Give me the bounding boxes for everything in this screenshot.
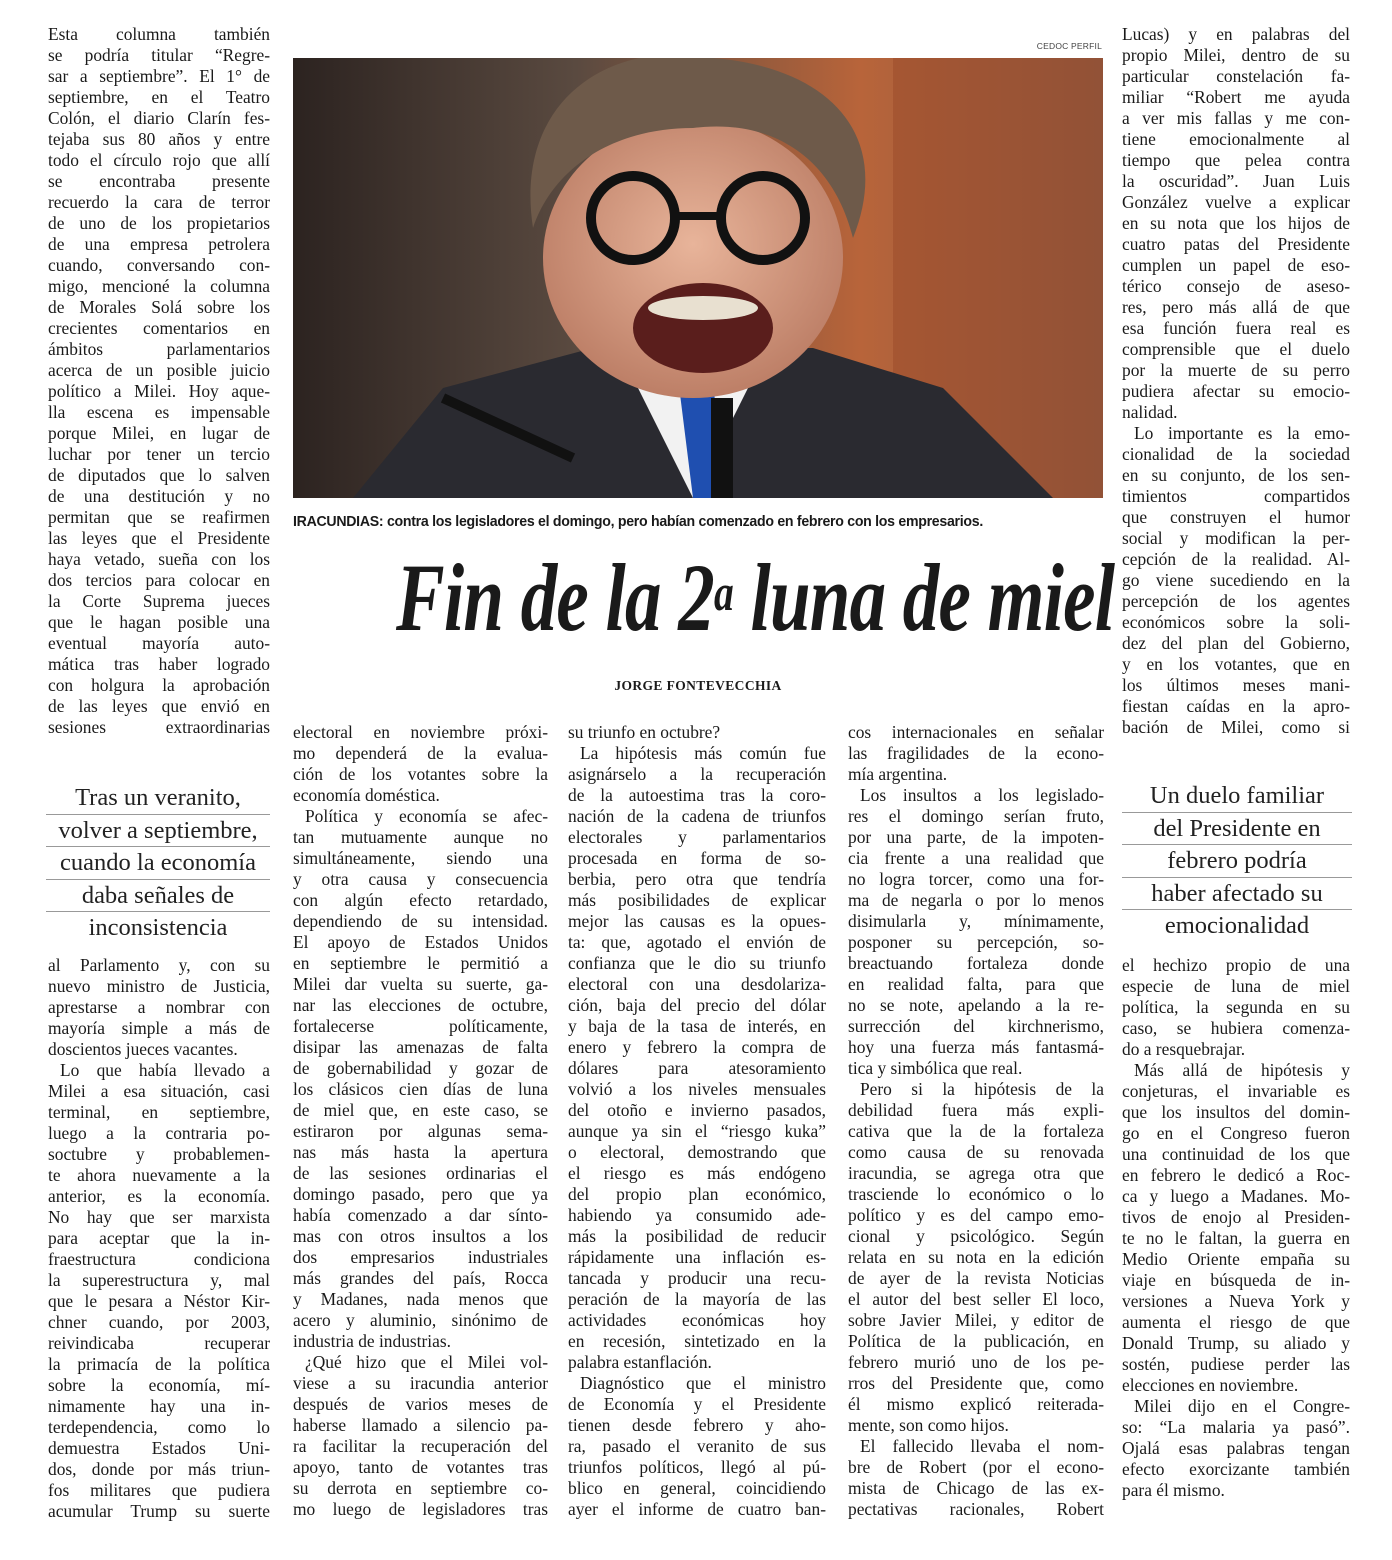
text-line: haya vetado, sueña con los: [48, 549, 270, 569]
text-line: Milei dijo en el Congre-: [1134, 1396, 1350, 1416]
pull-quote-right: [1122, 780, 1352, 942]
text-line: te no le faltan, la guerra en: [1122, 1228, 1350, 1248]
text-line: rros del Presidente que, como: [848, 1373, 1104, 1393]
text-line: El apoyo de Estados Unidos: [293, 932, 548, 952]
article-column-right-bottom: [1122, 955, 1350, 1501]
article-column-right-top: [1122, 24, 1350, 738]
text-line: fortalecerse políticamente,: [293, 1016, 548, 1036]
text-line: sobre la economía, mí-: [48, 1375, 270, 1395]
text-line: dos tercios para colocar en: [48, 570, 270, 590]
text-line: la Corte Suprema jueces: [48, 591, 270, 611]
text-line: mas con otros insultos a los: [293, 1226, 548, 1246]
text-line: político y es del campo emo-: [848, 1205, 1104, 1225]
text-line: dos, donde por más triun-: [48, 1459, 270, 1479]
text-line: las leyes que el Presidente: [48, 528, 270, 548]
text-line: cumplen un papel de eso-: [1122, 255, 1350, 275]
text-line: mejor las causas es la opues-: [568, 911, 826, 931]
text-line: nalidad.: [1122, 402, 1178, 422]
text-line: habiendo ya consumido ade-: [568, 1205, 826, 1225]
text-line: Los insultos a los legislado-: [860, 785, 1104, 805]
text-line: mía argentina.: [848, 764, 948, 784]
text-line: so: “La malaria ya pasó”.: [1122, 1417, 1350, 1437]
text-line: bre de Robert (por el econo-: [848, 1457, 1104, 1477]
text-line: después de varios meses de: [293, 1394, 548, 1414]
text-line: que le pesara a Néstor Kir-: [48, 1291, 270, 1311]
text-line: berbia, pero otra que tendría: [568, 869, 826, 889]
text-line: palabra estanflación.: [568, 1352, 712, 1372]
text-line: Política y economía se afec-: [305, 806, 548, 826]
text-line: demuestra Estados Uni-: [48, 1438, 270, 1458]
article-photo: [293, 58, 1103, 498]
text-line: cional y psicológico. Según: [848, 1226, 1104, 1246]
text-line: sar a septiembre”. El 1° de: [48, 66, 270, 86]
text-line: migo, mencioné la columna: [48, 276, 270, 296]
article-column-left-top: [48, 24, 270, 738]
text-line: breactuando fortaleza donde: [848, 953, 1104, 973]
text-line: y otra causa y consecuencia: [293, 869, 548, 889]
text-line: ca y luego a Madanes. Mo-: [1122, 1186, 1350, 1206]
text-line: que los insultos del domin-: [1122, 1102, 1350, 1122]
text-line: efecto exorcizante también: [1122, 1459, 1350, 1479]
text-line: más la posibilidad de reducir: [568, 1226, 826, 1246]
text-line: Política de la publicación, en: [848, 1331, 1104, 1351]
text-line: Pero si la hipótesis de la: [860, 1079, 1104, 1099]
text-line: de ayer de la revista Noticias: [848, 1268, 1104, 1288]
pull-quote-left: [46, 782, 270, 944]
text-line: tiempo que pelea contra: [1122, 150, 1350, 170]
text-line: viaje en búsqueda de in-: [1122, 1270, 1350, 1290]
text-line: te ahora nuevamente a la: [48, 1165, 270, 1185]
text-line: actividades económicas hoy: [568, 1310, 826, 1330]
text-line: aunque ya sin el “riesgo kuka”: [568, 1121, 826, 1141]
text-line: simultáneamente, siendo una: [293, 848, 548, 868]
text-line: mayoría simple a más de: [48, 1018, 270, 1038]
text-line: caso, se hubiera comenza-: [1122, 1018, 1350, 1038]
text-line: tienen desde febrero y aho-: [568, 1415, 826, 1435]
text-line: Ojalá esas palabras tengan: [1122, 1438, 1350, 1458]
text-line: doscientos jueces vacantes.: [48, 1039, 238, 1059]
text-line: ción de los votantes sobre la: [293, 764, 548, 784]
text-line: acumular Trump su suerte: [48, 1501, 270, 1521]
text-line: nas más hasta la apertura: [293, 1142, 548, 1162]
text-line: nimamente hay una in-: [48, 1396, 270, 1416]
text-line: Más allá de hipótesis y: [1134, 1060, 1350, 1080]
text-line: por una parte, de la impoten-: [848, 827, 1104, 847]
headline-superscript: a: [713, 565, 733, 622]
text-line: electorales y parlamentarios: [568, 827, 826, 847]
article-column-3: [568, 722, 826, 1520]
text-line: se encontraba presente: [48, 171, 270, 191]
paragraph: [848, 1079, 1104, 1436]
text-line: propio Milei, dentro de su: [1122, 45, 1350, 65]
text-line: go en el Congreso fueron: [1122, 1123, 1350, 1143]
text-line: esa función fuera real es: [1122, 318, 1350, 338]
text-line: confianza que le dio su triunfo: [568, 953, 826, 973]
text-line: particular constelación fa-: [1122, 66, 1350, 86]
text-line: en recesión, sintetizado en la: [568, 1331, 826, 1351]
text-line: con holgura la aprobación: [48, 675, 270, 695]
text-line: rápidamente una inflación es-: [568, 1247, 826, 1267]
text-line: para aceptar que la in-: [48, 1228, 270, 1248]
photo-credit: CEDOC PERFIL: [1036, 41, 1102, 51]
text-line: ma de negarla o por lo menos: [848, 890, 1104, 910]
text-line: mática tras haber logrado: [48, 654, 270, 674]
text-line: volvió a los niveles mensuales: [568, 1079, 826, 1099]
pull-quote-line: volver a septiembre,: [46, 815, 270, 848]
paragraph: [1122, 1060, 1350, 1396]
text-line: electoral en noviembre próxi-: [293, 722, 548, 742]
text-line: todo el círculo rojo que allí: [48, 150, 270, 170]
text-line: res, pero más allá de que: [1122, 297, 1350, 317]
text-line: conjeturas, el invariable es: [1122, 1081, 1350, 1101]
text-line: timientos compartidos: [1122, 486, 1350, 506]
text-line: Lucas) y en palabras del: [1122, 24, 1350, 44]
text-line: fiestan caídas en la apro-: [1122, 696, 1350, 716]
text-line: de las leyes que envió en: [48, 696, 270, 716]
text-line: ¿Qué hizo que el Milei vol-: [305, 1352, 548, 1372]
text-line: surrección del kirchnerismo,: [848, 1016, 1104, 1036]
pull-quote-line: cuando la economía: [46, 847, 270, 880]
text-line: viese a su iracundia anterior: [293, 1373, 548, 1393]
text-line: luchar por tener un tercio: [48, 444, 270, 464]
text-line: posponer su percepción, so-: [848, 932, 1104, 952]
text-line: febrero murió uno de los pe-: [848, 1352, 1104, 1372]
text-line: y en los votantes, que en: [1122, 654, 1350, 674]
text-line: sesiones extraordinarias: [48, 717, 270, 737]
text-line: en septiembre le permitió a: [293, 953, 548, 973]
paragraph: [293, 806, 548, 1352]
article-column-4: [848, 722, 1104, 1520]
text-line: como causa de su renovada: [848, 1142, 1104, 1162]
text-line: crecientes comentarios en: [48, 318, 270, 338]
text-line: aumenta el riesgo de que: [1122, 1312, 1350, 1332]
text-line: cativa que la de la fortaleza: [848, 1121, 1104, 1141]
text-line: tivos de enojo al Presiden-: [1122, 1207, 1350, 1227]
text-line: comprensible que el duelo: [1122, 339, 1350, 359]
caption-label: IRACUNDIAS:: [293, 513, 384, 530]
text-line: triunfos políticos, llegó al pú-: [568, 1457, 826, 1477]
text-line: acerca de un posible juicio: [48, 360, 270, 380]
text-line: aprestarse a nombrar con: [48, 997, 270, 1017]
text-line: miliar “Robert me ayuda: [1122, 87, 1350, 107]
pull-quote-line: Tras un veranito,: [46, 782, 270, 815]
text-line: nuevo ministro de Justicia,: [48, 976, 270, 996]
pull-quote-line: del Presidente en: [1122, 813, 1352, 846]
text-line: o electoral, demostrando que: [568, 1142, 826, 1162]
text-line: enero y febrero la compra de: [568, 1037, 826, 1057]
text-line: cepción de la realidad. Al-: [1122, 549, 1350, 569]
paragraph: [293, 1352, 548, 1520]
text-line: sostén, pudiese perder las: [1122, 1354, 1350, 1374]
text-line: dólares para atesoramiento: [568, 1058, 826, 1078]
text-line: los últimos meses mani-: [1122, 675, 1350, 695]
text-line: el riesgo es más endógeno: [568, 1163, 826, 1183]
pull-quote-line: febrero podría: [1122, 845, 1352, 878]
text-line: peración de la mayoría de las: [568, 1289, 826, 1309]
text-line: el autor del best seller El loco,: [848, 1289, 1104, 1309]
text-line: acero y aluminio, sinónimo de: [293, 1310, 548, 1330]
text-line: disimularla y, mínimamente,: [848, 911, 1104, 931]
text-line: se podría titular “Regre-: [48, 45, 270, 65]
text-line: y Madanes, nada menos que: [293, 1289, 548, 1309]
text-line: político a Milei. Hoy aque-: [48, 381, 270, 401]
text-line: térico consejo de aseso-: [1122, 276, 1350, 296]
paragraph: [48, 1060, 270, 1522]
text-line: del propio plan económico,: [568, 1184, 826, 1204]
text-line: terdependencia, como lo: [48, 1417, 270, 1437]
text-line: mo dependerá de la evalua-: [293, 743, 548, 763]
text-line: anterior, es la economía.: [48, 1186, 270, 1206]
text-line: fraestructura condiciona: [48, 1249, 270, 1269]
paragraph: [1122, 1396, 1350, 1501]
text-line: terminal, en septiembre,: [48, 1102, 270, 1122]
text-line: No hay que ser marxista: [48, 1207, 270, 1227]
text-line: sobre Javier Milei, y editor de: [848, 1310, 1104, 1330]
text-line: hoy una fuerza más fantasmá-: [848, 1037, 1104, 1057]
paragraph: [568, 1373, 826, 1520]
text-line: más posibilidades de explicar: [568, 890, 826, 910]
text-line: de gobernabilidad y gozar de: [293, 1058, 548, 1078]
text-line: su derrota en septiembre co-: [293, 1478, 548, 1498]
text-line: Medio Oriente empaña su: [1122, 1249, 1350, 1269]
text-line: iracundia, se agrega otra que: [848, 1163, 1104, 1183]
text-line: apoyo, tanto de votantes tras: [293, 1457, 548, 1477]
text-line: reivindicaba recuperar: [48, 1333, 270, 1353]
text-line: go viene sucediendo en la: [1122, 570, 1350, 590]
pull-quote-line: emocionalidad: [1164, 912, 1310, 939]
text-line: recuerdo la cara de terror: [48, 192, 270, 212]
text-line: González vuelve a explicar: [1122, 192, 1350, 212]
text-line: ra facilitar la recuperación del: [293, 1436, 548, 1456]
paragraph: [293, 722, 548, 806]
text-line: tejaba sus 80 años y entre: [48, 129, 270, 149]
text-line: la oscuridad”. Juan Luis: [1122, 171, 1350, 191]
text-line: él mismo explicó reiterada-: [848, 1394, 1104, 1414]
text-line: social y modifican la per-: [1122, 528, 1350, 548]
text-line: cos internacionales en señalar: [848, 722, 1104, 742]
text-line: blico en general, coincidiendo: [568, 1478, 826, 1498]
text-line: nar las elecciones de octubre,: [293, 995, 548, 1015]
text-line: más grandes del país, Rocca: [293, 1268, 548, 1288]
text-line: en su nota que los hijos de: [1122, 213, 1350, 233]
headline-main: Fin de la 2: [396, 544, 714, 651]
text-line: que construyen el humor: [1122, 507, 1350, 527]
photo-image: [293, 58, 1103, 498]
text-line: domingo pasado, pero que ya: [293, 1184, 548, 1204]
text-line: en febrero le dedicó a Roc-: [1122, 1165, 1350, 1185]
text-line: El fallecido llevaba el nom-: [860, 1436, 1104, 1456]
text-line: disipar las amenazas de falta: [293, 1037, 548, 1057]
text-line: su triunfo en octubre?: [568, 722, 721, 742]
text-line: La hipótesis más común fue: [580, 743, 826, 763]
text-line: mista de Chicago de las ex-: [848, 1478, 1104, 1498]
text-line: la superestructura y, mal: [48, 1270, 270, 1290]
paragraph: [848, 785, 1104, 1079]
paragraph: [1122, 423, 1350, 738]
headline: [396, 544, 1115, 651]
text-line: ámbitos parlamentarios: [48, 339, 270, 359]
text-line: do a resquebrajar.: [1122, 1039, 1246, 1059]
paragraph: [48, 24, 270, 738]
text-line: económicos sobre la soli-: [1122, 612, 1350, 632]
text-line: permitan que se reafirmen: [48, 507, 270, 527]
text-line: cuatro patas del Presidente: [1122, 234, 1350, 254]
text-line: el hechizo propio de una: [1122, 955, 1350, 975]
text-line: no se note, apelando a la re-: [848, 995, 1104, 1015]
text-line: había comenzado a dar sínto-: [293, 1205, 548, 1225]
paragraph: [848, 1436, 1104, 1520]
text-line: tica y simbólica que real.: [848, 1058, 1023, 1078]
text-line: procesada en forma de so-: [568, 848, 826, 868]
pull-quote-line: Un duelo familiar: [1122, 780, 1352, 813]
text-line: industria de industrias.: [293, 1331, 451, 1351]
text-line: ción, baja del precio del dólar: [568, 995, 826, 1015]
text-line: ayer el informe de cuatro ban-: [568, 1499, 826, 1519]
text-line: ra, pasado el veranito de sus: [568, 1436, 826, 1456]
text-line: Lo importante es la emo-: [1134, 423, 1350, 443]
text-line: de las sesiones ordinarias el: [293, 1163, 548, 1183]
text-line: relata en su nota en la edición: [848, 1247, 1104, 1267]
text-line: fos militares que pudiera: [48, 1480, 270, 1500]
article-column-2: [293, 722, 548, 1520]
text-line: Milei dar vuelta su suerte, ga-: [293, 974, 548, 994]
text-line: una continuidad de los que: [1122, 1144, 1350, 1164]
pull-quote-line: haber afectado su: [1122, 878, 1352, 911]
pull-quote-line: daba señales de: [46, 880, 270, 913]
text-line: porque Milei, en lugar de: [48, 423, 270, 443]
text-line: y baja de la tasa de interés, en: [568, 1016, 826, 1036]
paragraph: [568, 743, 826, 1373]
text-line: de uno de los propietarios: [48, 213, 270, 233]
text-line: lla escena es impensable: [48, 402, 270, 422]
text-line: al Parlamento y, con su: [48, 955, 270, 975]
paragraph: [848, 722, 1104, 785]
paragraph: [1122, 955, 1350, 1060]
text-line: chner cuando, por 2003,: [48, 1312, 270, 1332]
text-line: Lo que había llevado a: [60, 1060, 270, 1080]
text-line: Donald Trump, su aliado y: [1122, 1333, 1350, 1353]
pull-quote-line: inconsistencia: [88, 914, 228, 941]
byline: JORGE FONTEVECCHIA: [614, 678, 782, 693]
text-line: trasciende lo económico o lo: [848, 1184, 1104, 1204]
text-line: tancada y producir una recu-: [568, 1268, 826, 1288]
text-line: las fragilidades de la econo-: [848, 743, 1104, 763]
text-line: Esta columna también: [48, 24, 270, 44]
text-line: asignárselo a la recuperación: [568, 764, 826, 784]
text-line: no logra torcer, como una for-: [848, 869, 1104, 889]
text-line: de una destitución y no: [48, 486, 270, 506]
text-line: que le hagan posible una: [48, 612, 270, 632]
text-line: versiones a Nueva York y: [1122, 1291, 1350, 1311]
text-line: dez del plan del Gobierno,: [1122, 633, 1350, 653]
text-line: mente, son como hijos.: [848, 1415, 1009, 1435]
text-line: pudiera afectar su emocio-: [1122, 381, 1350, 401]
text-line: economía doméstica.: [293, 785, 440, 805]
text-line: especie de luna de miel: [1122, 976, 1350, 996]
text-line: estiraron por algunas sema-: [293, 1121, 548, 1141]
text-line: tiene emocionalmente al: [1122, 129, 1350, 149]
text-line: debilidad fuera más expli-: [848, 1100, 1104, 1120]
text-line: de miel que, en este caso, se: [293, 1100, 548, 1120]
text-line: pectativas racionales, Robert: [848, 1499, 1104, 1519]
text-line: en realidad falta, para que: [848, 974, 1104, 994]
text-line: elecciones en noviembre.: [1122, 1375, 1299, 1395]
caption-text: contra los legisladores el domingo, pero habían comenzado en febrero con los empresarios.: [383, 513, 983, 530]
text-line: de Economía y el Presidente: [568, 1394, 826, 1414]
text-line: para él mismo.: [1122, 1480, 1225, 1500]
text-line: de la autoestima tras la coro-: [568, 785, 826, 805]
text-line: política, la segunda en su: [1122, 997, 1350, 1017]
text-line: res el domingo serían fruto,: [848, 806, 1104, 826]
text-line: de diputados que lo salven: [48, 465, 270, 485]
text-line: en su conjunto, de los sen-: [1122, 465, 1350, 485]
photo-caption: [293, 513, 1048, 530]
paragraph: [568, 722, 826, 743]
text-line: cionalidad de la sociedad: [1122, 444, 1350, 464]
text-line: eventual mayoría auto-: [48, 633, 270, 653]
paragraph: [1122, 24, 1350, 423]
text-line: percepción de los agentes: [1122, 591, 1350, 611]
text-line: con algún efecto retardado,: [293, 890, 548, 910]
headline-rest: luna de miel: [732, 544, 1115, 651]
text-line: soctubre y probablemen-: [48, 1144, 270, 1164]
text-line: tan mutuamente aunque no: [293, 827, 548, 847]
text-line: cuando, conversando con-: [48, 255, 270, 275]
text-line: los clásicos cien días de luna: [293, 1079, 548, 1099]
text-line: de una empresa petrolera: [48, 234, 270, 254]
text-line: dependiendo de su intensidad.: [293, 911, 548, 931]
text-line: Colón, el diario Clarín fes-: [48, 108, 270, 128]
text-line: de Morales Solá sobre los: [48, 297, 270, 317]
text-line: del otoño e invierno pasados,: [568, 1100, 826, 1120]
text-line: luego a la contraria po-: [48, 1123, 270, 1143]
text-line: ta: que, agotado el envión de: [568, 932, 826, 952]
text-line: dos empresarios industriales: [293, 1247, 548, 1267]
text-line: Diagnóstico que el ministro: [580, 1373, 826, 1393]
text-line: a ver mis fallas y me con-: [1122, 108, 1350, 128]
text-line: la primacía de la política: [48, 1354, 270, 1374]
text-line: cia frente a una realidad que: [848, 848, 1104, 868]
text-line: Milei a esa situación, casi: [48, 1081, 270, 1101]
text-line: haberse llamado a silencio pa-: [293, 1415, 548, 1435]
text-line: mo luego de legisladores tras: [293, 1499, 548, 1519]
text-line: electoral con una desdolariza-: [568, 974, 826, 994]
text-line: septiembre, en el Teatro: [48, 87, 270, 107]
text-line: nación de la cadena de triunfos: [568, 806, 826, 826]
article-column-left-bottom: [48, 955, 270, 1522]
paragraph: [48, 955, 270, 1060]
text-line: bación de Milei, como si: [1122, 717, 1350, 737]
text-line: por la muerte de su perro: [1122, 360, 1350, 380]
